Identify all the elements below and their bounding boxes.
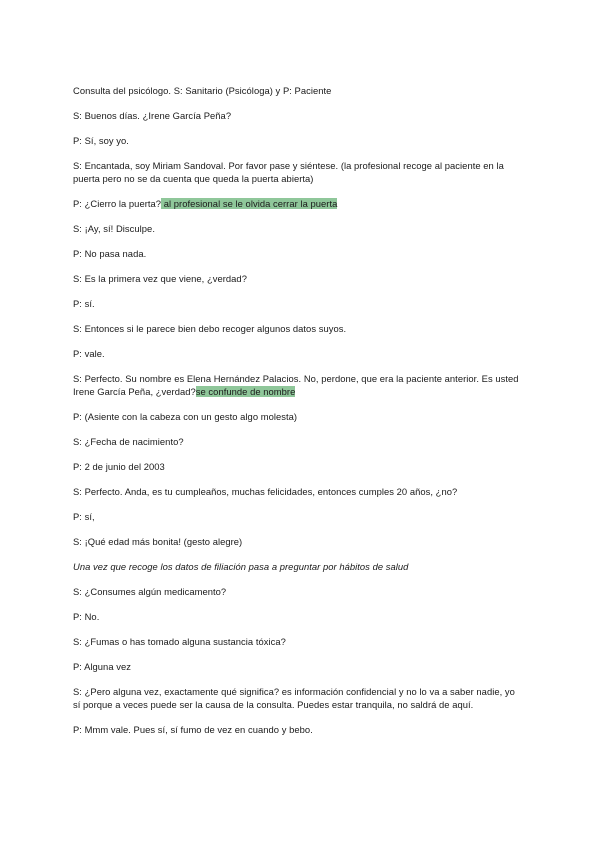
dialogue-line: P: No pasa nada.: [73, 248, 147, 259]
dialogue-line: S: Perfecto. Su nombre es Elena Hernández Palacios. No, perdone, que era la paciente anterior. Es usted Irene García Peña, ¿verdad?se confunde de nombre: [73, 373, 519, 397]
dialogue-line: S: Es la primera vez que viene, ¿verdad?: [73, 273, 247, 284]
dialogue-line: P: Alguna vez: [73, 661, 131, 672]
dialogue-line: P: Sí, soy yo.: [73, 135, 129, 146]
dialogue-line: S: Buenos días. ¿Irene García Peña?: [73, 110, 232, 121]
dialogue-line: P: ¿Cierro la puerta? al profesional se le olvida cerrar la puerta: [73, 198, 338, 209]
dialogue-line: S: ¡Qué edad más bonita! (gesto alegre): [73, 536, 243, 547]
dialogue-line: P: (Asiente con la cabeza con un gesto algo molesta): [73, 411, 298, 422]
dialogue-line: S: Encantada, soy Miriam Sandoval. Por favor pase y siéntese. (la profesional recoge al paciente en la puerta pero no se da cuenta que queda la puerta abierta): [73, 160, 504, 184]
dialogue-line: P: vale.: [73, 348, 105, 359]
dialogue-line: S: Entonces si le parece bien debo recoger algunos datos suyos.: [73, 323, 347, 334]
dialogue-line: S: ¿Fecha de nacimiento?: [73, 436, 184, 447]
dialogue-line: P: No.: [73, 611, 100, 622]
dialogue-line: P: 2 de junio del 2003: [73, 461, 165, 472]
highlighted-annotation: se confunde de nombre: [195, 386, 296, 397]
dialogue-line: S: ¿Consumes algún medicamento?: [73, 586, 227, 597]
highlighted-annotation: al profesional se le olvida cerrar la puerta: [161, 198, 338, 209]
narration-note: Una vez que recoge los datos de filiación pasa a preguntar por hábitos de salud: [73, 561, 409, 572]
dialogue-line: S: Perfecto. Anda, es tu cumpleaños, muchas felicidades, entonces cumples 20 años, ¿no?: [73, 486, 458, 497]
dialogue-line: P: Mmm vale. Pues sí, sí fumo de vez en cuando y bebo.: [73, 724, 313, 735]
dialogue-line: S: ¡Ay, sí! Disculpe.: [73, 223, 155, 234]
document-title: Consulta del psicólogo. S: Sanitario (Psicóloga) y P: Paciente: [73, 85, 332, 96]
dialogue-line: P: sí.: [73, 298, 95, 309]
document-body: [73, 84, 523, 748]
dialogue-line: P: sí,: [73, 511, 95, 522]
dialogue-line: S: ¿Pero alguna vez, exactamente qué significa? es información confidencial y no lo va a saber nadie, yo sí porque a veces puede ser la causa de la consulta. Puedes estar tranquila, no saldrá de aquí.: [73, 686, 515, 710]
dialogue-line: S: ¿Fumas o has tomado alguna sustancia tóxica?: [73, 636, 286, 647]
